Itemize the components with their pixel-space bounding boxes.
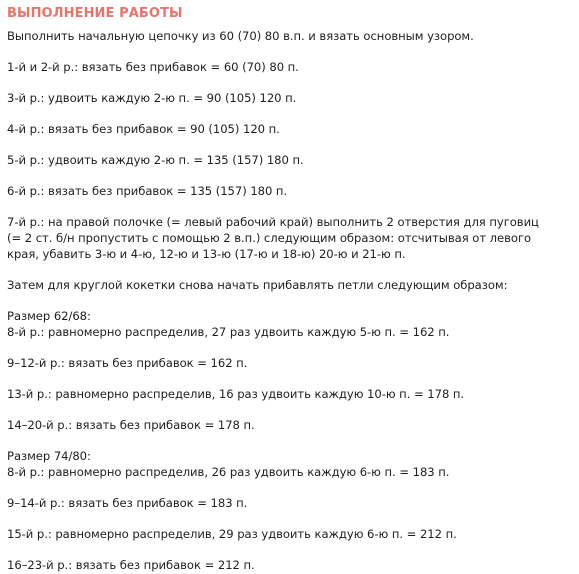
size-row-instruction: 8-й р.: равномерно распределив, 27 раз удвоить каждую 5-ю п. = 162 п.: [7, 325, 450, 339]
size-heading: Размер 74/80:: [7, 449, 91, 463]
size-block-74-80: [7, 448, 573, 573]
row-7-line: (= 2 ст. б/н пропустить с помощью 2 в.п.) следующим образом: отсчитывая от левого: [7, 231, 532, 245]
size-row-instruction: 9–14-й р.: вязать без прибавок = 183 п.: [7, 496, 248, 510]
row-3-instruction: 3-й р.: удвоить каждую 2-ю п. = 90 (105) 120 п.: [7, 91, 297, 105]
row-7-paragraph: [7, 214, 573, 262]
row-1-2-instruction: 1-й и 2-й р.: вязать без прибавок = 60 (70) 80 п.: [7, 60, 299, 74]
row-4-instruction: 4-й р.: вязать без прибавок = 90 (105) 120 п.: [7, 122, 280, 136]
yoke-intro: Затем для круглой кокетки снова начать прибавлять петли следующим образом:: [7, 278, 508, 292]
section-heading: ВЫПОЛНЕНИЕ РАБОТЫ: [7, 6, 183, 21]
instructions-document: [7, 0, 573, 573]
row-5-instruction: 5-й р.: удвоить каждую 2-ю п. = 135 (157) 180 п.: [7, 153, 304, 167]
size-row-instruction: 9–12-й р.: вязать без прибавок = 162 п.: [7, 356, 248, 370]
row-7-line: края, убавить 3-ю и 4-ю, 12-ю и 13-ю (17-ю и 18-ю) 20-ю и 21-ю п.: [7, 247, 406, 261]
intro-paragraph: Выполнить начальную цепочку из 60 (70) 80 в.п. и вязать основным узором.: [7, 29, 474, 43]
size-row-instruction: 13-й р.: равномерно распределив, 16 раз удвоить каждую 10-ю п. = 178 п.: [7, 387, 465, 401]
row-7-line: 7-й р.: на правой полочке (= левый рабочий край) выполнить 2 отверстия для пуговиц: [7, 215, 539, 229]
size-row-instruction: 16–23-й р.: вязать без прибавок = 212 п.: [7, 558, 255, 572]
size-block-62-68: [7, 308, 573, 433]
size-heading: Размер 62/68:: [7, 309, 91, 323]
size-row-instruction: 14–20-й р.: вязать без прибавок = 178 п.: [7, 418, 255, 432]
row-6-instruction: 6-й р.: вязать без прибавок = 135 (157) 180 п.: [7, 184, 288, 198]
size-row-instruction: 8-й р.: равномерно распределив, 26 раз удвоить каждую 6-ю п. = 183 п.: [7, 465, 450, 479]
size-row-instruction: 15-й р.: равномерно распределив, 29 раз удвоить каждую 6-ю п. = 212 п.: [7, 527, 457, 541]
